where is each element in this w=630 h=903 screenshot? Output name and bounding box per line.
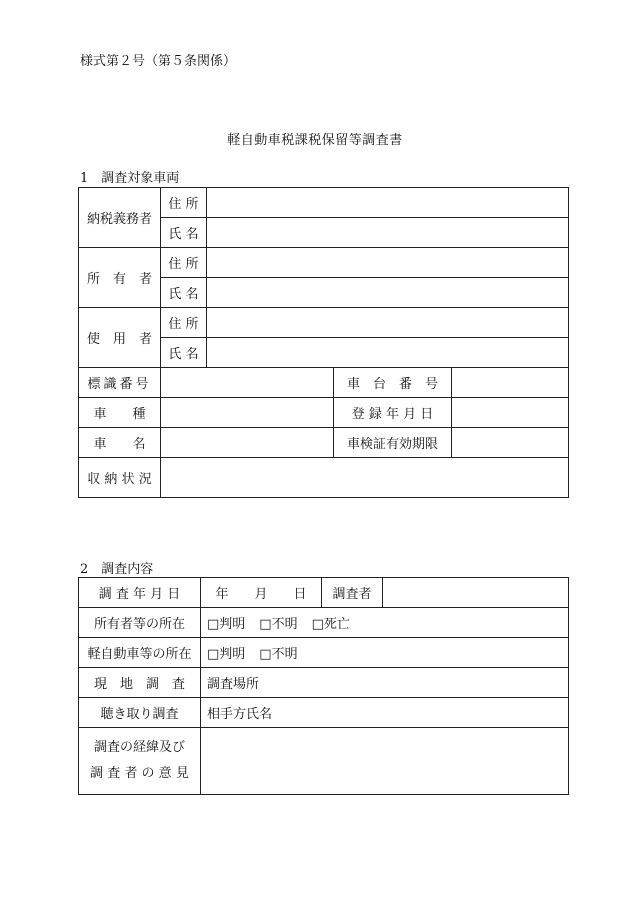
investigation-date-label: 調 査 年 月 日 <box>79 578 201 608</box>
site-investigation-label: 現 地 調 査 <box>79 668 201 698</box>
owner-label: 所 有 者 <box>79 248 161 308</box>
investigation-table <box>78 577 569 795</box>
user-address-field[interactable] <box>207 308 569 338</box>
vehicle-model-field[interactable] <box>161 428 334 458</box>
taxpayer-label: 納税義務者 <box>79 188 161 248</box>
investigation-date-field[interactable]: 年 月 日 <box>201 578 322 608</box>
taxpayer-address-label: 住 所 <box>161 188 207 218</box>
registration-date-label: 登 録 年 月 日 <box>334 398 452 428</box>
chassis-number-label: 車 台 番 号 <box>334 368 452 398</box>
vehicle-location-options <box>201 638 569 668</box>
vehicle-unknown-checkbox[interactable]: □不明 <box>259 647 298 662</box>
payment-status-label: 収 納 状 況 <box>79 458 161 498</box>
owner-deceased-checkbox[interactable]: □死亡 <box>311 617 350 632</box>
owner-name-label: 氏 名 <box>161 278 207 308</box>
site-investigation-field[interactable]: 調査場所 <box>201 668 569 698</box>
user-label: 使 用 者 <box>79 308 161 368</box>
user-name-label: 氏 名 <box>161 338 207 368</box>
hearing-field[interactable]: 相手方氏名 <box>201 698 569 728</box>
registration-date-field[interactable] <box>452 398 569 428</box>
owner-name-field[interactable] <box>207 278 569 308</box>
user-name-field[interactable] <box>207 338 569 368</box>
owner-found-checkbox[interactable]: □判明 <box>207 617 246 632</box>
section1-heading: 1 調査対象車両 <box>80 171 180 186</box>
taxpayer-name-field[interactable] <box>207 218 569 248</box>
plate-number-label: 標識番号 <box>79 368 161 398</box>
form-number: 様式第２号（第５条関係） <box>80 54 237 69</box>
owner-location-options <box>201 608 569 638</box>
opinion-label-line2: 調 査 者 の 意 見 <box>90 766 189 781</box>
owner-location-label: 所有者等の所在 <box>79 608 201 638</box>
taxpayer-name-label: 氏 名 <box>161 218 207 248</box>
opinion-label-line1: 調査の経緯及び <box>93 740 185 755</box>
vehicle-type-label: 車 種 <box>79 398 161 428</box>
opinion-field[interactable] <box>201 728 569 795</box>
hearing-label: 聴き取り調査 <box>79 698 201 728</box>
chassis-number-field[interactable] <box>452 368 569 398</box>
section2-heading: 2 調査内容 <box>80 562 154 577</box>
vehicle-type-field[interactable] <box>161 398 334 428</box>
vehicle-found-checkbox[interactable]: □判明 <box>207 647 246 662</box>
inspection-expiry-field[interactable] <box>452 428 569 458</box>
taxpayer-address-field[interactable] <box>207 188 569 218</box>
owner-address-field[interactable] <box>207 248 569 278</box>
vehicle-table <box>78 187 569 498</box>
payment-status-field[interactable] <box>161 458 569 498</box>
plate-number-field[interactable] <box>161 368 334 398</box>
document-title: 軽自動車税課税保留等調査書 <box>227 133 403 148</box>
inspection-expiry-label: 車検証有効期限 <box>334 428 452 458</box>
vehicle-location-label: 軽自動車等の所在 <box>79 638 201 668</box>
investigator-field[interactable] <box>383 578 569 608</box>
opinion-label <box>79 728 201 795</box>
owner-address-label: 住 所 <box>161 248 207 278</box>
user-address-label: 住 所 <box>161 308 207 338</box>
owner-unknown-checkbox[interactable]: □不明 <box>259 617 298 632</box>
vehicle-model-label: 車 名 <box>79 428 161 458</box>
investigator-label: 調査者 <box>322 578 383 608</box>
